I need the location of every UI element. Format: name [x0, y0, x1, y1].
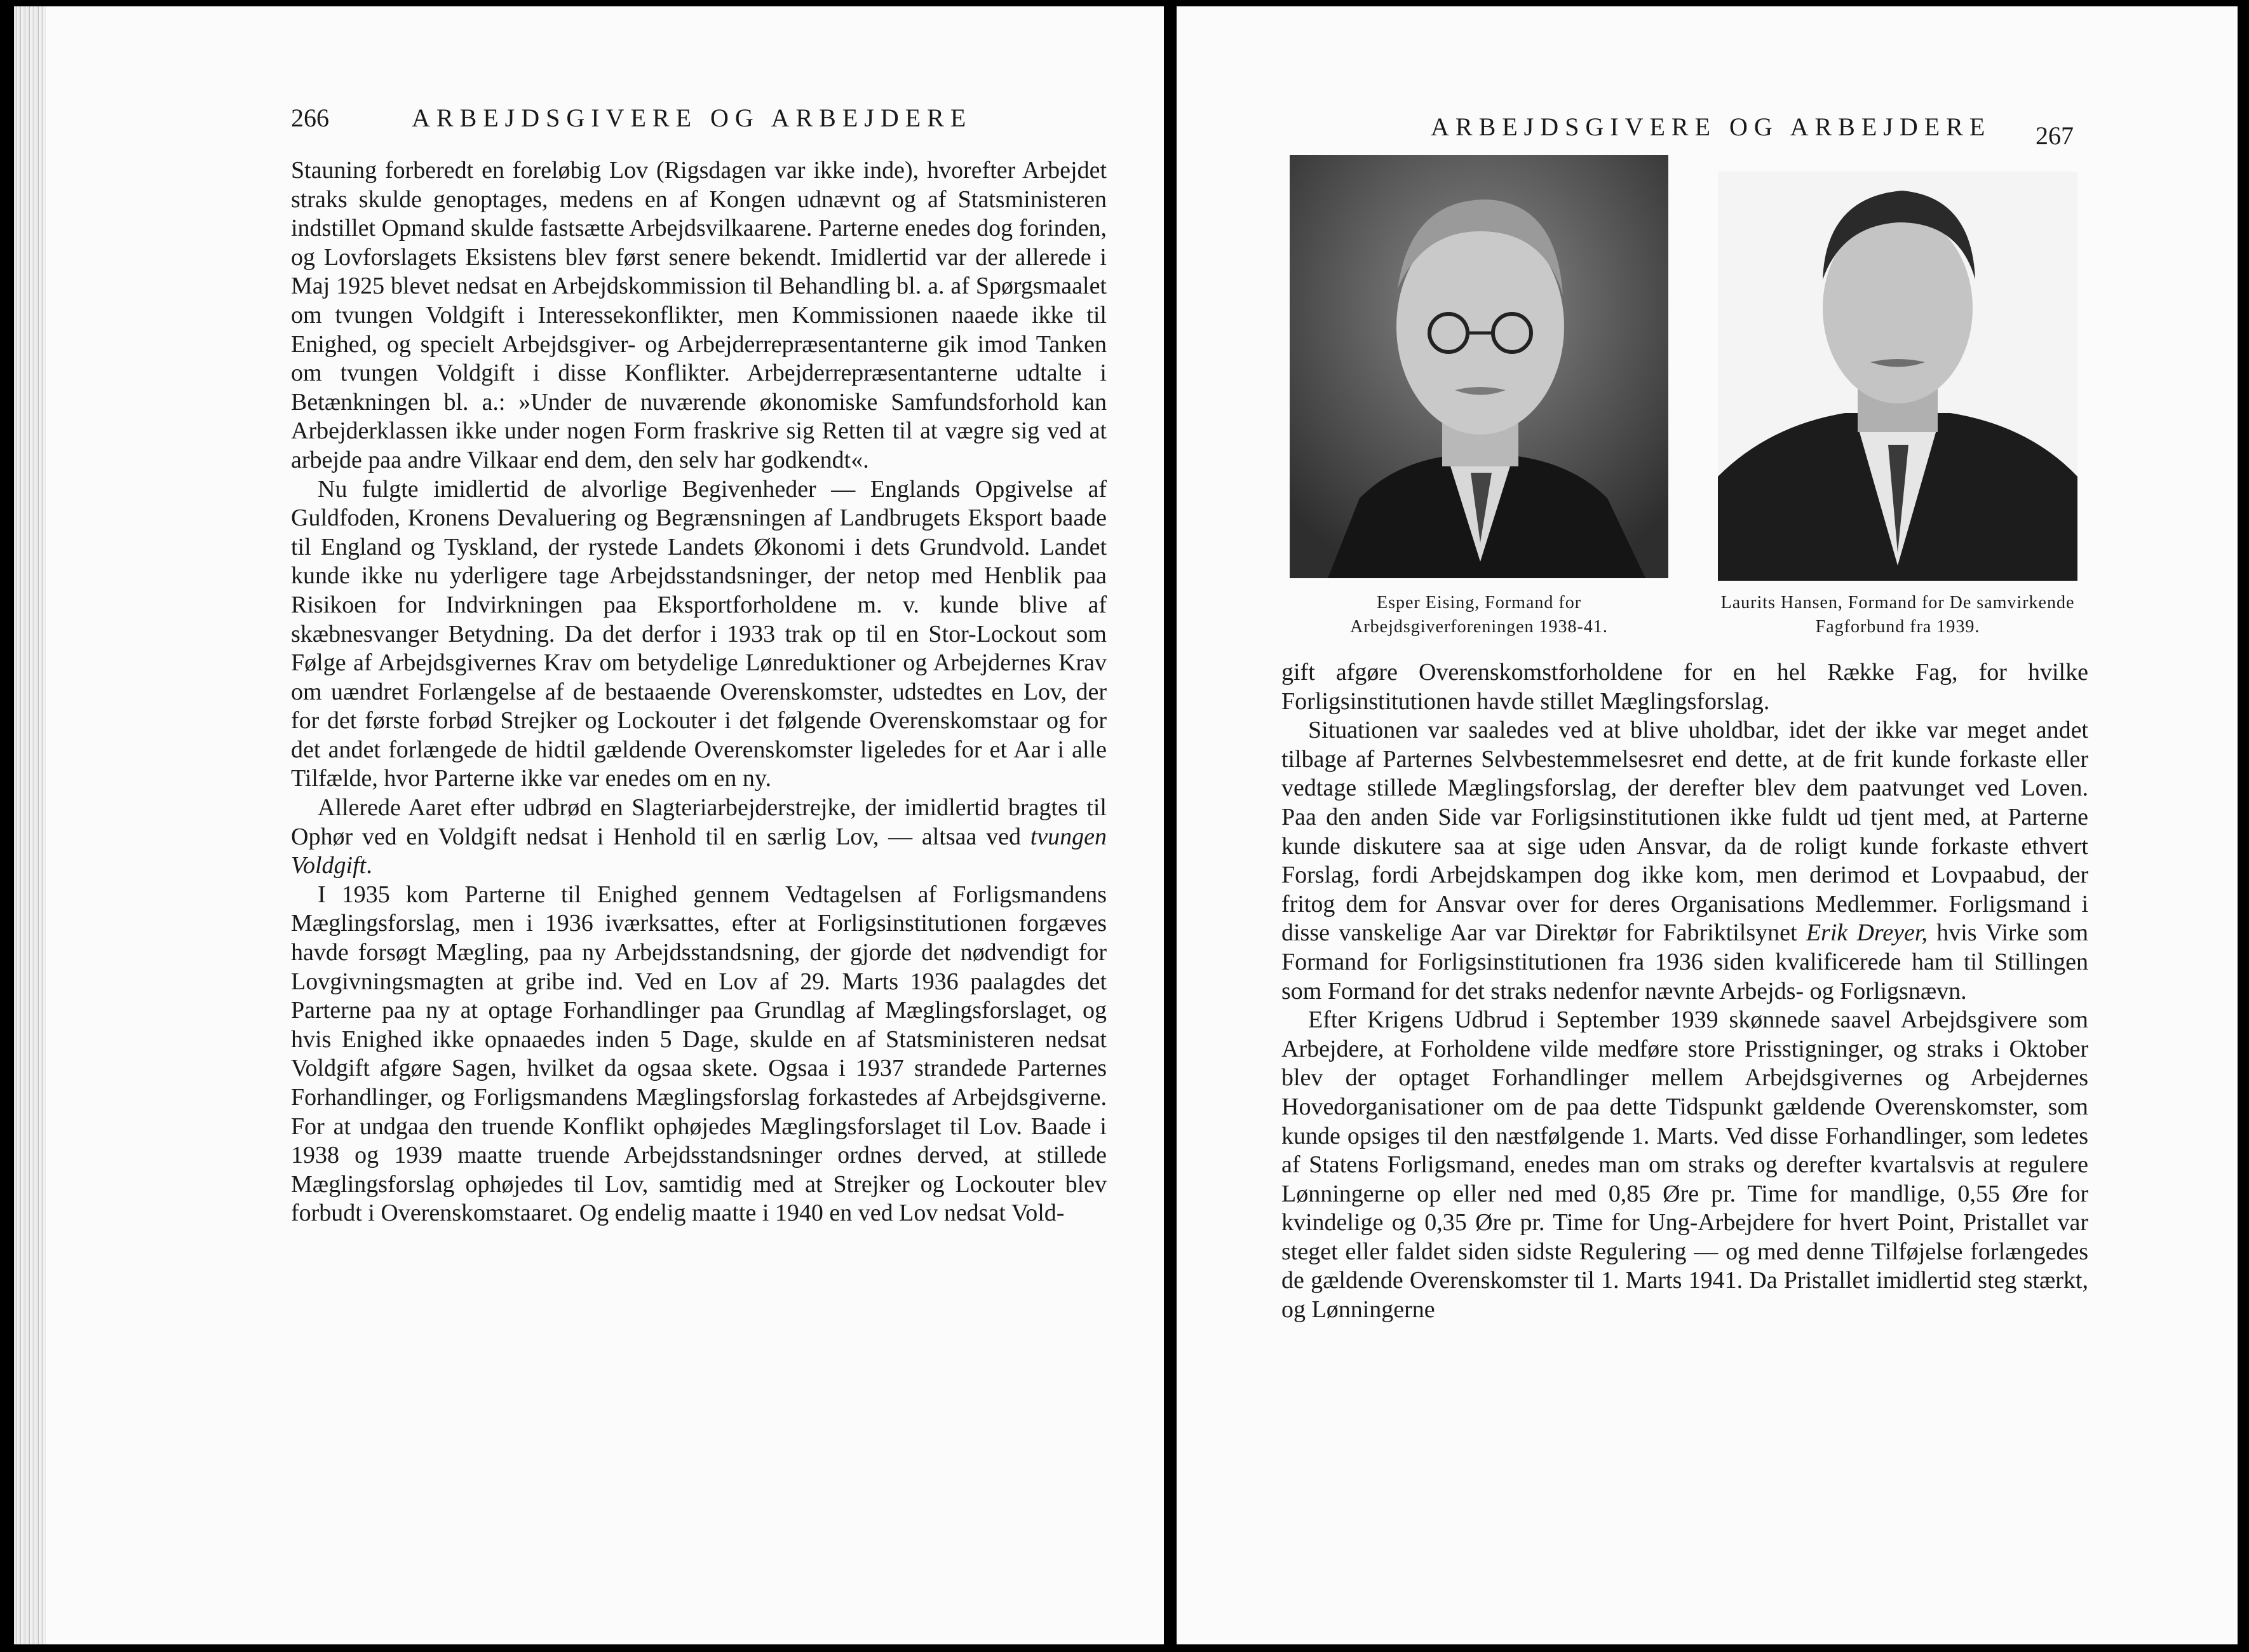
- paragraph: [1281, 658, 2088, 716]
- text-run: Stauning forberedt en foreløbig Lov (Rigsdagen var ikke inde), hvorefter Arbejdet straks skulde genoptages, medens en af Kongen udnævnt og af Statsministeren indstillet Opmand skulde fastsætte Arbejdsvilkaarene. Parterne enedes dog forinden, og Lovforslagets Eksistens blev først senere bekendt. Imidlertid var der allerede i Maj 1925 blevet nedsat en Arbejdskommission til Behandling bl. a. af Spørgsmaalet om tvungen Voldgift i Interessekonflikter, men Kommissionen naaede ikke til Enighed, og specielt Arbejdsgiver- og Arbejderrepræsentanterne gik imod Tanken om tvungen Voldgift i disse Konflikter. Arbejderrepræsentanterne udtalte i Betænkningen bl. a.: »Under de nuværende økonomiske Samfundsforhold kan Arbejderklassen ikke under nogen Form fraskrive sig Retten til at vægre sig ved at arbejde paa andre Vilkaar end dem, den selv har godkendt«.: [291, 157, 1107, 473]
- running-head: ARBEJDSGIVERE OG ARBEJDERE: [412, 104, 973, 132]
- portrait-photo-hansen: [1718, 172, 2077, 581]
- text-run: .: [366, 852, 372, 879]
- left-page: [14, 6, 1164, 1644]
- text-run: I 1935 kom Parterne til Enighed gennem Vedtagelsen af Forligsmandens Mæglingsforslag, men i 1936 iværksattes, efter at Forligsinstitutionen forgæves havde forsøgt Mægling, paa ny Arbejdsstandsning, der gjorde det nødvendigt for Lovgivningsmagten at gribe ind. Ved en Lov af 29. Marts 1936 paalagdes det Parterne paa ny at optage Forhandlinger paa Grundlag af Mæglingsforslaget, og hvis Enighed ikke opnaaedes inden 5 Dage, skulde en af Statsministeren nedsat Voldgift afgøre Sagen, hvilket da ogsaa skete. Ogsaa i 1937 strandede Parternes Forhandlinger, og Forligsmandens Mæglingsforslag forkastedes af Arbejdsgiverne. For at undgaa den truende Konflikt ophøjedes Mæglingsforslaget til Lov. Baade i 1938 og 1939 maatte truende Arbejdsstandsninger ordnes derved, at stillede Mæglingsforslag ophøjedes til Lov, samtidig med at Strejker og Lockouter blev forbudt i Overenskomstaaret. Og endelig maatte i 1940 en ved Lov nedsat Vold-: [291, 881, 1107, 1227]
- paragraph: [1281, 716, 2088, 1006]
- paragraph: [291, 881, 1107, 1228]
- photo-caption: Esper Eising, Formand for Arbejdsgiverforeningen 1938-41.: [1350, 593, 1608, 637]
- text-run: Efter Krigens Udbrud i September 1939 skønnede saavel Arbejdsgivere som Arbejdere, at Forholdene vilde medføre store Prisstigninger, og straks i Oktober blev der optaget Forhandlinger mellem Arbejdsgivernes og Arbejdernes Hovedorganisationer om de paa dette Tidspunkt gældende Overenskomster, som kunde opsiges til den næstfølgende 1. Marts. Ved disse Forhandlinger, som ledetes af Statens Forligsmand, enedes man om straks og derefter kvartalsvis at regulere Lønningerne op eller ned med 0,85 Øre pr. Time for mandlige, 0,55 Øre for kvindelige og 0,35 Øre pr. Time for Ung-Arbejdere for hvert Point, Pristallet var steget eller faldet siden sidste Regulering — og med denne Tilføjelse forlængedes de gældende Overenskomster til 1. Marts 1941. Da Pristallet imidlertid steg stærkt, og Lønningerne: [1281, 1006, 2088, 1324]
- italic-text: Erik Dreyer,: [1806, 919, 1928, 947]
- left-body-text: [291, 156, 1107, 1228]
- text-run: Situationen var saaledes ved at blive uholdbar, idet der ikke var meget andet tilbage af Parternes Selvbestemmelsesret end dette, at de frit kunde forkaste eller vedtage stillede Mæglingsforslag, der derefter blev dem paatvunget ved Loven. Paa den anden Side var Forligsinstitutionen ikke fuldt ud tjent med, at Parterne kunde diskutere saa at sige uden Ansvar, da de roligt kunde forkaste ethvert Forslag, fordi Arbejdskampen dog ikke kom, men derimod et Lovpaabud, der fritog dem for Ansvar over for deres Organisations Medlemmer. Forligsmand i disse vanskelige Aar var Direktør for Fabriktilsynet: [1281, 717, 2088, 947]
- text-run: gift afgøre Overenskomstforholdene for en hel Række Fag, for hvilke Forligsinstitutionen havde stillet Mæglingsforslag.: [1281, 659, 2088, 715]
- running-head: ARBEJDSGIVERE OG ARBEJDERE: [1431, 112, 1992, 141]
- photo-caption: Laurits Hansen, Formand for De samvirkende Fagforbund fra 1939.: [1720, 593, 2075, 637]
- page-number: 267: [2036, 121, 2074, 150]
- page-edges: [14, 6, 46, 1644]
- text-run: Allerede Aaret efter udbrød en Slagteriarbejderstrejke, der imidlertid bragtes til Ophør ved en Voldgift nedsat i Henhold til en særlig Lov, — altsaa ved: [291, 794, 1107, 850]
- paragraph: [291, 156, 1107, 475]
- paragraph: [291, 475, 1107, 794]
- right-body-text: [1281, 658, 2088, 1325]
- text-run: Nu fulgte imidlertid de alvorlige Begivenheder — Englands Opgivelse af Guldfoden, Kronens Devaluering og Begrænsningen af Landbrugets Eksport baade til England og Tyskland, der rystede Landets Økonomi i dets Grundvold. Landet kunde ikke nu yderligere tage Arbejdsstandsninger, der netop med Henblik paa Risikoen for Indvirkningen paa Eksportforholdene m. v. kunde blive af skæbnesvanger Betydning. Da det derfor i 1933 trak op til en Stor-Lockout som Følge af Arbejdsgivernes Krav om betydelige Lønreduktioner og Arbejdernes Krav om uændret Forlængelse af de bestaaende Overenskomster, udstedtes en Lov, der for det første forbød Strejker og Lockouter i det følgende Overenskomstaar og for det andet forlængede de hidtil gældende Overenskomster ligeledes for et Aar i alle Tilfælde, hvor Parterne ikke var enedes om en ny.: [291, 475, 1107, 792]
- right-page: [1177, 6, 2238, 1644]
- italic-text: tvungen Voldgift: [291, 823, 1107, 879]
- paragraph: [291, 794, 1107, 881]
- text-run: hvis Virke som Formand for Forligsinstitutionen fra 1936 siden kvalificerede ham til Stillingen som Formand for det straks nedenfor nævnte Arbejds- og Forligsnævn.: [1281, 919, 2089, 1005]
- portrait-photo-eising: [1290, 155, 1668, 578]
- page-number: 266: [291, 104, 329, 132]
- paragraph: [1281, 1006, 2088, 1325]
